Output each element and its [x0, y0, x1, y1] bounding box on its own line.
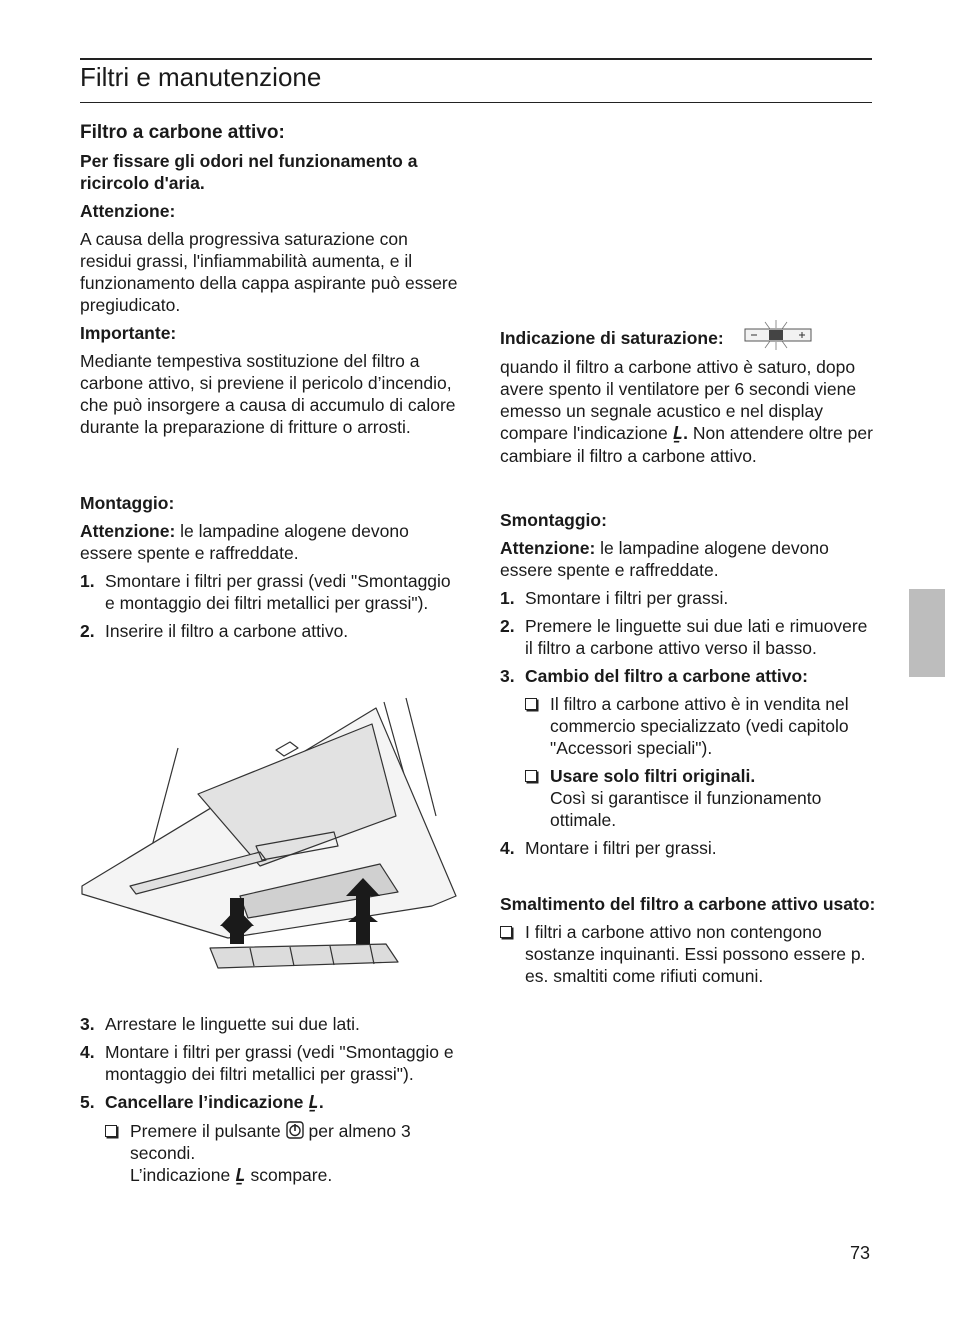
step-text: Arrestare le linguette sui due lati.	[105, 1014, 360, 1034]
disposal-heading: Smaltimento del filtro a carbone attivo usato:	[500, 894, 876, 914]
step-number: 3.	[500, 666, 515, 686]
step-text: Montare i filtri per grassi (vedi "Smontaggio e montaggio dei filtri metallici per grassi").	[105, 1042, 454, 1084]
list-item	[80, 570, 460, 614]
right-column	[500, 320, 880, 987]
checkbox-bullet-icon	[525, 770, 537, 782]
display-indicator-icon: Ḻ	[235, 1166, 246, 1186]
disposal-text: I filtri a carbone attivo non contengono sostanze inquinanti. Essi possono essere p. es. smaltiti come rifiuti comuni.	[525, 922, 866, 986]
list-item	[105, 1120, 460, 1187]
checkbox-bullet-icon	[525, 698, 537, 710]
attention-label: Attenzione:	[500, 538, 596, 558]
list-item	[525, 765, 880, 831]
smontaggio-attention	[500, 537, 880, 581]
intro-text: Per fissare gli odori nel funzionamento a ricircolo d'aria.	[80, 151, 418, 193]
saturation-text-2: Non attendere oltre per cambiare il filtro a carbone attivo.	[500, 423, 873, 466]
list-item	[500, 615, 880, 659]
list-item	[525, 693, 880, 759]
step-number: 2.	[80, 621, 95, 641]
step-number: 2.	[500, 616, 515, 636]
step-text: Smontare i filtri per grassi (vedi "Smontaggio e montaggio dei filtri metallici per grassi").	[105, 571, 451, 613]
sub-text: Premere il pulsante	[130, 1121, 281, 1141]
step-text: .	[318, 1092, 324, 1112]
attention-label: Attenzione:	[80, 521, 176, 541]
step-number: 4.	[80, 1042, 95, 1062]
section-heading: Filtro a carbone attivo:	[80, 122, 285, 143]
step-number: 4.	[500, 838, 515, 858]
step-number: 5.	[80, 1092, 95, 1112]
page-title: Filtri e manutenzione	[80, 62, 322, 92]
saturation-text	[500, 356, 880, 467]
display-indicator-icon: Ḻ	[672, 424, 684, 444]
step-text: Smontare i filtri per grassi.	[525, 588, 729, 608]
list-item	[80, 1013, 460, 1035]
sub-text-bold: Usare solo filtri originali.	[550, 766, 756, 786]
important-text: Mediante tempestiva sostituzione del filtro a carbone attivo, si previene il pericolo d’incendio, che può insorgere a causa di accumulo di calore durante la preparazione di fritture o arrosti.	[80, 351, 456, 437]
attention-text: A causa della progressiva saturazione con residui grassi, l'infiammabilità aumenta, e il funzionamento della cappa aspirante può essere pregiudicato.	[80, 229, 458, 315]
montaggio-heading: Montaggio:	[80, 493, 175, 513]
smontaggio-heading: Smontaggio:	[500, 510, 607, 530]
step-text: Montare i filtri per grassi.	[525, 838, 717, 858]
list-item	[80, 620, 460, 642]
list-item	[500, 665, 880, 687]
step-number: 1.	[80, 571, 95, 591]
power-button-icon	[286, 1121, 304, 1139]
saturation-label: Indicazione di saturazione:	[500, 328, 724, 348]
list-item	[500, 587, 880, 609]
sub-text: L’indicazione	[130, 1165, 231, 1185]
step-number: 1.	[500, 588, 515, 608]
saturation-text-body: quando il filtro a carbone attivo è saturo, dopo avere spento il ventilatore per 6 secondi viene emesso un segnale acustico e nel display compare l'indicazione	[500, 357, 857, 443]
sub-text: per almeno 3 secondi.	[130, 1121, 411, 1163]
checkbox-bullet-icon	[105, 1125, 117, 1137]
sub-text: Così si garantisce il funzionamento ottimale.	[550, 788, 822, 830]
attention-text: le lampadine alogene devono essere spente e raffreddate.	[500, 538, 829, 580]
list-item	[500, 837, 880, 859]
display-indicator-icon: Ḻ	[308, 1093, 319, 1113]
section-tab-marker	[909, 589, 945, 677]
step-text: Cambio del filtro a carbone attivo:	[525, 666, 808, 686]
step-text: Inserire il filtro a carbone attivo.	[105, 621, 349, 641]
step-text: Premere le linguette sui due lati e rimuovere il filtro a carbone attivo verso il basso.	[525, 616, 868, 658]
left-column-continued	[80, 1013, 460, 1187]
display-panel-icon	[741, 320, 815, 350]
glyph-dot: .	[683, 423, 689, 443]
attention-label: Attenzione:	[80, 201, 176, 221]
saturation-line	[500, 320, 880, 350]
sub-text: Il filtro a carbone attivo è in vendita nel commercio specializzato (vedi capitolo "Accessori speciali").	[550, 694, 849, 758]
hood-illustration	[80, 696, 460, 986]
page-number: 73	[850, 1243, 871, 1263]
list-item	[500, 921, 880, 987]
montaggio-attention	[80, 520, 460, 564]
header-rule-bottom	[80, 102, 872, 103]
list-item	[80, 1041, 460, 1085]
step-text: Cancellare l’indicazione	[105, 1092, 304, 1112]
left-column	[80, 122, 460, 642]
sub-text: scompare.	[250, 1165, 333, 1185]
checkbox-bullet-icon	[500, 926, 512, 938]
list-item	[80, 1091, 460, 1114]
header-rule-top	[80, 58, 872, 60]
attention-text: le lampadine alogene devono essere spente e raffreddate.	[80, 521, 409, 563]
important-label: Importante:	[80, 323, 177, 343]
step-number: 3.	[80, 1014, 95, 1034]
